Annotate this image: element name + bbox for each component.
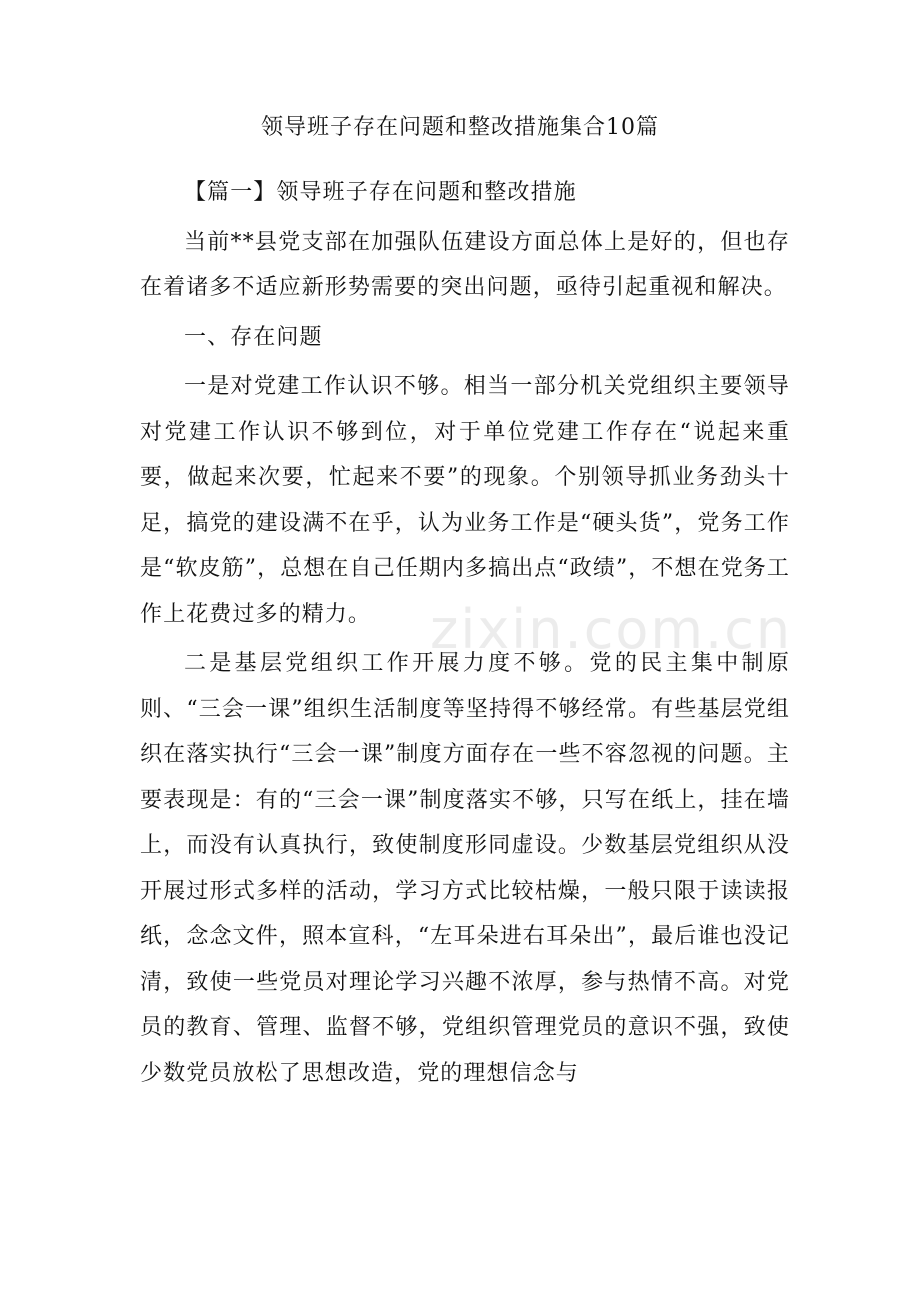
- part-heading: 【篇一】领导班子存在问题和整改措施: [184, 180, 577, 205]
- paragraph-intro: 当前**县党支部在加强队伍建设方面总体上是好的，但也存在着诸多不适应新形势需要的突出问题，亟待引起重视和解决。: [140, 229, 790, 300]
- document-title: 领导班子存在问题和整改措施集合10篇: [261, 115, 659, 140]
- paragraph-problem-two: 二是基层党组织工作开展力度不够。党的民主集中制原则、“三会一课”组织生活制度等坚持得不够经常。有些基层党组织在落实执行“三会一课”制度方面存在一些不容忽视的问题。主要表现是：有的“三会一课”制度落实不够，只写在纸上，挂在墙上，而没有认真执行，致使制度形同虚设。少数基层党组织从没开展过形式多样的活动，学习方式比较枯燥，一般只限于读读报纸，念念文件，照本宣科，“左耳朵进右耳朵出”，最后谁也没记清，致使一些党员对理论学习兴趣不浓厚，参与热情不高。对党员的教育、管理、监督不够，党组织管理党员的意识不强，致使少数党员放松了思想改造，党的理想信念与: [140, 651, 790, 1086]
- watermark: zixin.com.cn: [430, 598, 793, 661]
- paragraph-problem-one: 一是对党建工作认识不够。相当一部分机关党组织主要领导对党建工作认识不够到位，对于单位党建工作存在“说起来重要，做起来次要，忙起来不要”的现象。个别领导抓业务劲头十足，搞党的建设满不在乎，认为业务工作是“硬头货”，党务工作是“软皮筋”，总想在自己任期内多搞出点“政绩”，不想在党务工作上花费过多的精力。: [140, 374, 790, 627]
- document-body: [140, 170, 793, 1100]
- section-heading-problems: 一、存在问题: [184, 324, 323, 350]
